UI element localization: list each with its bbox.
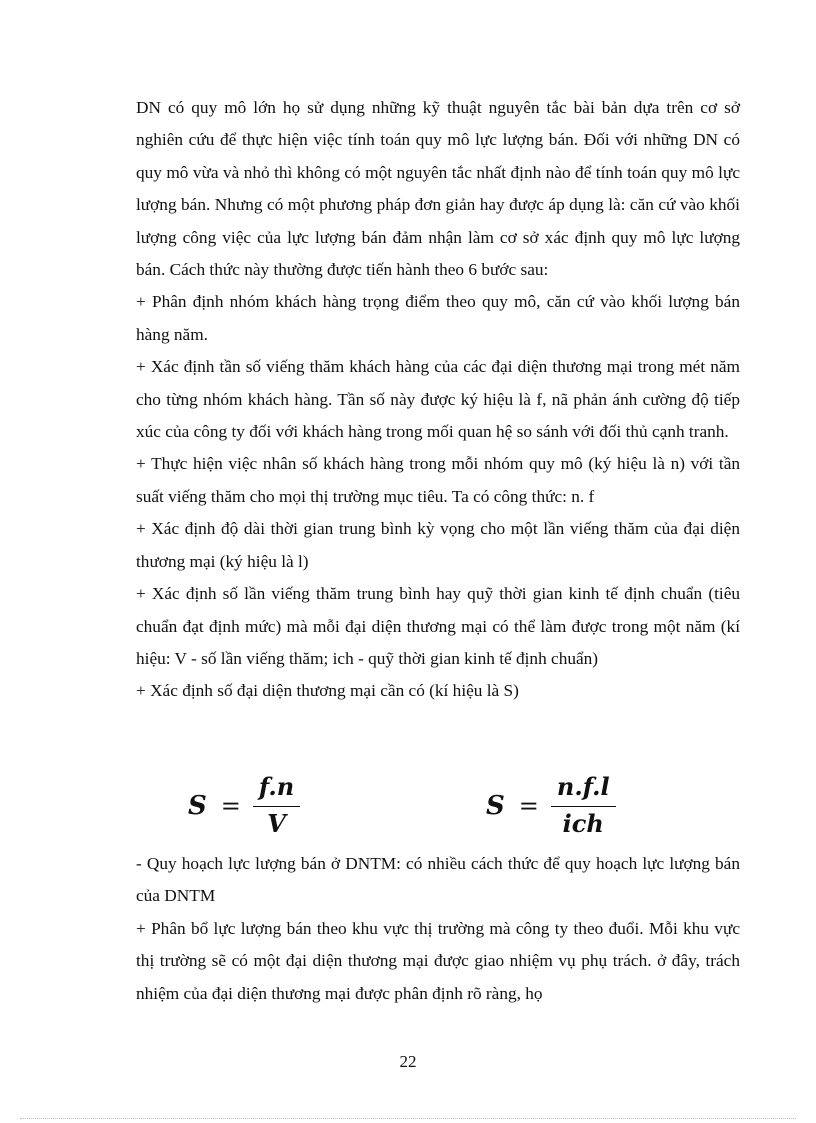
fraction-denominator: V [267, 809, 286, 838]
body-text-bottom [136, 848, 740, 1010]
step-2: + Xác định tần số viếng thăm khách hàng của các đại diện thương mại trong mét năm cho từng nhóm khách hàng. Tần số này được ký hiệu là f, nã phản ánh cường độ tiếp xúc của công ty đối với khách hàng trong mối quan hệ so sánh với đối thủ cạnh tranh. [136, 357, 740, 442]
formula-s-nfl-ich [486, 772, 616, 839]
formula-lhs: S [486, 790, 505, 821]
fraction [551, 772, 616, 839]
formula-equals: = [220, 791, 241, 820]
footer-divider [20, 1118, 796, 1119]
step-1: + Phân định nhóm khách hàng trọng điểm theo quy mô, căn cứ vào khối lượng bán hàng năm. [136, 292, 740, 344]
fraction [253, 772, 300, 839]
section-sales-planning: - Quy hoạch lực lượng bán ở DNTM: có nhiều cách thức để quy hoạch lực lượng bán của DNTM [136, 854, 740, 906]
page-number: 22 [399, 1052, 417, 1071]
step-3: + Thực hiện việc nhân số khách hàng trong mỗi nhóm quy mô (ký hiệu là n) với tần suất viếng thăm cho mọi thị trường mục tiêu. Ta có công thức: n. f [136, 454, 740, 506]
paragraph-intro: DN có quy mô lớn họ sử dụng những kỹ thuật nguyên tắc bài bản dựa trên cơ sở nghiên cứu để thực hiện việc tính toán quy mô lực lượng bán. Đối với những DN có quy mô vừa và nhỏ thì không có một nguyên tắc nhất định nào để tính toán quy mô lực lượng bán. Nhưng có một phương pháp đơn giản hay được áp dụng là: căn cứ vào khối lượng công việc của lực lượng bán đảm nhận làm cơ sở xác định quy mô lực lượng bán. Cách thức này thường được tiến hành theo 6 bước sau: [136, 98, 740, 280]
formula-row [136, 772, 740, 848]
formula-lhs: S [188, 790, 207, 821]
fraction-denominator: ich [562, 809, 604, 838]
formula-s-fn-v [188, 772, 300, 839]
formula-equals: = [518, 791, 539, 820]
fraction-numerator: n.f.l [551, 772, 616, 807]
fraction-numerator: f.n [253, 772, 300, 807]
allocation-paragraph: + Phân bổ lực lượng bán theo khu vực thị trường mà công ty theo đuổi. Mỗi khu vực thị trường sẽ có một đại diện thương mại được giao nhiệm vụ phụ trách. ở đây, trách nhiệm của đại diện thương mại được phân định rõ ràng, họ [136, 918, 740, 1003]
step-6: + Xác định số đại diện thương mại cần có (kí hiệu là S) [136, 681, 519, 701]
step-4: + Xác định độ dài thời gian trung bình kỳ vọng cho một lần viếng thăm của đại diện thương mại (ký hiệu là l) [136, 519, 740, 571]
body-text-top [136, 92, 740, 708]
step-5: + Xác định số lần viếng thăm trung bình hay quỹ thời gian kinh tế định chuẩn (tiêu chuẩn đạt định mức) mà mỗi đại diện thương mại có thể làm được trong một năm (kí hiệu: V - số lần viếng thăm; ich - quỹ thời gian kinh tế định chuẩn) [136, 584, 740, 668]
